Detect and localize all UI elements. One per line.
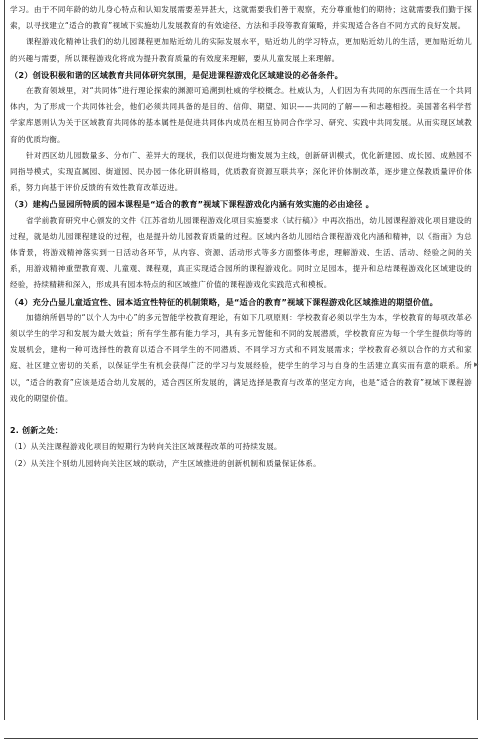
body-paragraph: 加德纳所倡导的“以个人为中心”的多元智能学校教育理论，有如下几项原则：学校教育必须以学生为本，学校教育的每项改革必须以学生的学习和发展为最大效益；所有学生都有能力学习，具有多元智能和不同的发展潜质，学校教育应为每一个学生提供均等的发展机会，建构一种可选择性的教育以适合不同学生的不同潜质、不同学习方式和不同发展需求；学校教育必须以合作的方式和家庭、社区建立密切的关系，以保证学生有机会获得广泛的学习与发展经验，使学生的学习与自身的生活建立真实而有意的联系。所以，“适合的教育”应该是适合幼儿发展的，适合西区所发展的，满足选择是教育与改革的坚定方向，也是“适合的教育”视域下课程游戏化的期望价值。 xyxy=(10,312,472,403)
document-body xyxy=(10,2,472,472)
innovation-section xyxy=(10,423,472,472)
section-heading: （2）创设积极和谐的区域教育共同体研究氛围，是促进课程游戏化区域建设的必备条件。 xyxy=(10,69,344,80)
innovation-item: （1）从关注课程游戏化项目的短期行为转向关注区域课程改革的可持续发展。 xyxy=(10,442,282,452)
spacer xyxy=(10,407,472,423)
body-paragraph: 课程游戏化精神让我们的幼儿园课程更加贴近幼儿的实际发展水平，贴近幼儿的学习特点，更加贴近幼儿的生活，更加贴近幼儿的兴趣与需要，所以课程游戏化将成为提升教育质量的有效度来理解，要从儿童发展上来理解。 xyxy=(10,37,472,63)
document-page xyxy=(2,0,479,738)
innovation-item: （2）从关注个别幼儿园转向关注区域的联动，产生区域推进的创新机制和质量保证体系。 xyxy=(10,458,321,468)
body-paragraph: 学习。由于不同年龄的幼儿身心特点和认知发展需要差异甚大，这就需要我们善于观察，充分尊重他们的期待；这就需要我们勤于探索，以寻找建立“适合的教育”视域下实施幼儿发展教育的有效途径、方法和手段等教育策略，并实现适合各自不同方式的良好发展。 xyxy=(10,5,472,31)
left-border xyxy=(4,0,5,720)
innovation-title: 2. 创新之处： xyxy=(10,426,63,436)
body-paragraph: 针对西区幼儿园数量多、分布广、差异大的现状，我们以促进均衡发展为主线，创新研训模式，优化新建园、成长园、成熟园不同指导模式，实现直属园、街道园、民办园一体化研训格局，优质教育资源互联共享；深化评价体制改革，逐步建立保教质量评价体系，努力向基于评价反馈的有效性教育改革迈进。 xyxy=(10,150,472,193)
body-paragraph: 在教育领域里，对“共同体”进行理论探索的渊源可追溯到杜威的学校概念。杜威认为，人们因为有共同的东西而生活在一个共同体内，为了形成一个共同体社会，他们必须共同具备的是目的、信仰、期望、知识——共同的了解——和志趣相投。美国著名科学哲学家库恩则认为关于区域教育共同体的基本属性是促进共同体内成员在相互协同合作学习、研究、实践中共同发展。从而实现区域教育的优质均衡。 xyxy=(10,86,472,144)
body-paragraph: 省学前教育研究中心颁发的文件《江苏省幼儿园课程游戏化项目实施要求（试行稿）》中再次指出，幼儿园课程游戏化项目建设的过程，就是幼儿园课程建设的过程，也是提升幼儿园教育质量的过程。区域内各幼儿园结合课程游戏化内涵和精神，以《指南》为总体背景，将游戏精神落实到一日活动各环节，从内容、资源、活动形式等多方面整体考虑，理解游戏、生活、活动、经验之间的关系，用游戏精神重塑教育观、儿童观、课程观，真正实现适合园所的课程游戏化。同时立足园本，提升和总结课程游戏化区域建设的经验，持续精耕和深入，形成具有园本特点的和区域推广价值的课程游戏化实践范式和模板。 xyxy=(10,215,472,290)
right-arrow-icon[interactable]: ▸ xyxy=(474,360,479,370)
document-sections xyxy=(10,2,472,407)
section-heading: （3）建构凸显园所特质的园本课程是“适合的教育”视域下课程游戏化内涵有效实施的必由途径 。 xyxy=(10,199,374,210)
section-heading: （4）充分凸显儿童适宜性、园本适宜性特征的机制策略，是“适合的教育”视域下课程游戏化区域推进的期望价值。 xyxy=(10,296,439,307)
